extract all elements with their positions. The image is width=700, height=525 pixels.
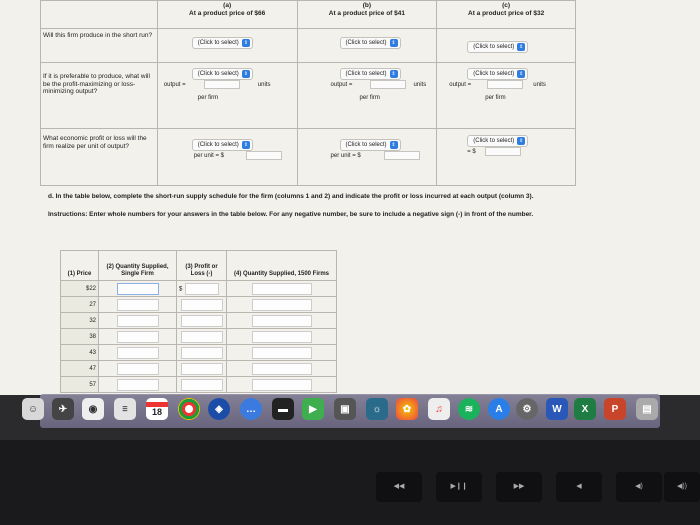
launchpad-icon[interactable]: ✈ xyxy=(52,398,74,420)
output-b-cell xyxy=(297,63,437,129)
output-decision-table xyxy=(40,0,576,186)
chevron-down-icon: ⇕ xyxy=(391,40,396,46)
fast-forward-key: ▶▶ xyxy=(496,472,542,502)
profit-input[interactable] xyxy=(181,315,223,327)
output-c-select[interactable]: (Click to select) ⇕ xyxy=(467,68,528,80)
price-cell: $22 xyxy=(61,281,99,297)
qs-single-input[interactable] xyxy=(117,347,159,359)
price-cell: 38 xyxy=(61,329,99,345)
profit-a-per-unit: per unit = $ xyxy=(193,153,224,159)
produce-b-cell xyxy=(297,29,437,63)
profit-a-select[interactable]: (Click to select) ⇕ xyxy=(192,139,253,151)
corner-cell xyxy=(41,1,158,29)
price-cell: 47 xyxy=(61,361,99,377)
output-b-per-firm: per firm xyxy=(359,95,380,101)
produce-a-select[interactable]: (Click to select) ⇕ xyxy=(192,37,253,49)
profit-input[interactable] xyxy=(181,379,223,391)
qs-1500-cell xyxy=(227,281,337,297)
price-cell: 32 xyxy=(61,313,99,329)
price-cell: 27 xyxy=(61,297,99,313)
qs-single-input[interactable] xyxy=(117,363,159,375)
chrome-icon[interactable] xyxy=(178,398,200,420)
spotify-icon[interactable]: ≋ xyxy=(458,398,480,420)
profit-header: (3) Profit or Loss (-) xyxy=(177,251,227,281)
powerpoint-icon[interactable]: P xyxy=(604,398,626,420)
output-c-units: units xyxy=(533,82,546,88)
produce-b-select[interactable]: (Click to select) ⇕ xyxy=(340,37,401,49)
price-header: (1) Price xyxy=(61,251,99,281)
profit-cell xyxy=(177,281,227,297)
volume-down-key: ◀) xyxy=(616,472,662,502)
qs-1500-input[interactable] xyxy=(252,283,312,295)
profit-cell xyxy=(177,345,227,361)
qs-1500-cell xyxy=(227,377,337,393)
profit-a-input[interactable] xyxy=(246,151,282,160)
qs-single-cell xyxy=(99,297,177,313)
qs-single-input[interactable] xyxy=(117,299,159,311)
qs-1500-input[interactable] xyxy=(252,347,312,359)
profit-cell xyxy=(177,377,227,393)
qs-single-input[interactable] xyxy=(117,379,159,391)
profit-cell xyxy=(177,313,227,329)
chevron-down-icon: ⇕ xyxy=(519,138,524,144)
qs-1500-input[interactable] xyxy=(252,299,312,311)
profit-input[interactable] xyxy=(181,331,223,343)
output-a-units: units xyxy=(257,82,271,88)
price-cell: 43 xyxy=(61,345,99,361)
qs-single-input[interactable] xyxy=(117,283,159,295)
output-b-select[interactable]: (Click to select) ⇕ xyxy=(340,68,401,80)
output-a-select[interactable]: (Click to select) ⇕ xyxy=(192,68,253,80)
output-b-input[interactable] xyxy=(370,80,406,89)
output-c-input[interactable] xyxy=(487,80,523,89)
profit-c-input[interactable] xyxy=(485,147,521,156)
chevron-down-icon: ⇕ xyxy=(243,71,248,77)
qs-1500-input[interactable] xyxy=(252,331,312,343)
profit-b-cell xyxy=(297,129,437,186)
photos-icon[interactable]: ✿ xyxy=(396,398,418,420)
app-store-icon[interactable]: A xyxy=(488,398,510,420)
photo-booth-icon[interactable]: ▣ xyxy=(334,398,356,420)
qs-single-cell xyxy=(99,329,177,345)
table-row xyxy=(61,297,337,313)
facetime-icon[interactable]: ▶ xyxy=(302,398,324,420)
qs-1500-cell xyxy=(227,297,337,313)
table-row xyxy=(61,329,337,345)
output-c-cell xyxy=(437,63,576,129)
preview-icon[interactable]: ☼ xyxy=(366,398,388,420)
notes-icon[interactable]: ▬ xyxy=(272,398,294,420)
output-c-per-firm: per firm xyxy=(485,95,506,101)
qs-single-cell xyxy=(99,345,177,361)
output-b-units: units xyxy=(413,82,427,88)
profit-c-eq: = $ xyxy=(467,149,476,155)
qs-single-cell xyxy=(99,377,177,393)
play-pause-key: ▶❙❙ xyxy=(436,472,482,502)
word-icon[interactable]: W xyxy=(546,398,568,420)
profit-cell xyxy=(177,361,227,377)
table-row xyxy=(61,313,337,329)
col-b-header: (b) At a product price of $41 xyxy=(297,1,437,29)
calendar-day: 18 xyxy=(151,406,162,417)
col-c-header: (c) At a product price of $32 xyxy=(437,1,576,29)
instruction-part-d: d. In the table below, complete the short-run supply schedule for the firm (columns 1 and 2) and indicate the profit or loss incurred at each output (column 3). xyxy=(48,193,534,200)
profit-cell xyxy=(177,329,227,345)
chevron-down-icon: ⇕ xyxy=(243,40,248,46)
qs-1500-input[interactable] xyxy=(252,363,312,375)
safari-icon[interactable]: ◉ xyxy=(82,398,104,420)
price-cell: 57 xyxy=(61,377,99,393)
qs-single-header: (2) Quantity Supplied, Single Firm xyxy=(99,251,177,281)
profit-input[interactable] xyxy=(181,299,223,311)
table-row xyxy=(61,377,337,393)
produce-c-select[interactable]: (Click to select) ⇕ xyxy=(467,41,528,53)
qs-single-cell xyxy=(99,361,177,377)
dollar-sign: $ xyxy=(179,286,183,293)
volume-up-key: ◀)) xyxy=(664,472,700,502)
produce-c-cell xyxy=(437,29,576,63)
profit-b-per-unit: per unit = $ xyxy=(330,153,361,159)
chevron-down-icon: ⇕ xyxy=(243,142,248,148)
qs-single-input[interactable] xyxy=(117,331,159,343)
dock xyxy=(0,392,700,440)
music-icon[interactable]: ♫ xyxy=(428,398,450,420)
finder-icon[interactable]: ☺ xyxy=(22,398,44,420)
qs-1500-input[interactable] xyxy=(252,379,312,391)
table-row xyxy=(61,281,337,297)
instruction-whole-numbers: Instructions: Enter whole numbers for your answers in the table below. For any negative number, be sure to include a negative sign (-) in front of the number. xyxy=(48,211,534,218)
messages-icon[interactable]: … xyxy=(240,398,262,420)
downloads-icon[interactable]: ▤ xyxy=(636,398,658,420)
profit-b-select[interactable]: (Click to select) ⇕ xyxy=(340,139,401,151)
qs-single-cell xyxy=(99,281,177,297)
profit-cell xyxy=(177,297,227,313)
output-a-cell xyxy=(157,63,297,129)
produce-row-label: Will this firm produce in the short run? xyxy=(41,29,158,63)
profit-row-label: What economic profit or loss will the firm realize per unit of output? xyxy=(41,129,158,186)
chevron-down-icon: ⇕ xyxy=(391,142,396,148)
profit-a-cell xyxy=(157,129,297,186)
col-a-header: (a) At a product price of $66 xyxy=(157,1,297,29)
profit-input[interactable] xyxy=(181,363,223,375)
table-row xyxy=(61,361,337,377)
excel-icon[interactable]: X xyxy=(574,398,596,420)
qs-single-input[interactable] xyxy=(117,315,159,327)
profit-input[interactable] xyxy=(185,283,219,295)
output-a-per-firm: per firm xyxy=(197,95,219,101)
supply-schedule-table xyxy=(60,250,337,393)
system-preferences-icon[interactable]: ⚙ xyxy=(516,398,538,420)
qs-single-cell xyxy=(99,313,177,329)
mute-key: ◀ xyxy=(556,472,602,502)
qs-1500-cell xyxy=(227,345,337,361)
compass-icon[interactable]: ◈ xyxy=(208,398,230,420)
qs-1500-cell xyxy=(227,329,337,345)
profit-c-select[interactable]: (Click to select) ⇕ xyxy=(467,135,528,147)
qs-1500-cell xyxy=(227,361,337,377)
profit-input[interactable] xyxy=(181,347,223,359)
output-c-prefix: output = xyxy=(449,82,472,88)
qs-1500-header: (4) Quantity Supplied, 1500 Firms xyxy=(227,251,337,281)
rewind-key: ◀◀ xyxy=(376,472,422,502)
qs-1500-input[interactable] xyxy=(252,315,312,327)
output-a-prefix: output = xyxy=(163,82,186,88)
output-a-input[interactable] xyxy=(204,80,240,89)
chevron-down-icon: ⇕ xyxy=(391,71,396,77)
table-row xyxy=(61,345,337,361)
produce-a-cell xyxy=(157,29,297,63)
profit-c-cell xyxy=(437,129,576,186)
chevron-down-icon: ⇕ xyxy=(519,44,524,50)
profit-b-input[interactable] xyxy=(384,151,420,160)
qs-1500-cell xyxy=(227,313,337,329)
output-row-label: If it is preferable to produce, what will be the profit-maximizing or loss-minimizing output? xyxy=(41,63,158,129)
output-b-prefix: output = xyxy=(330,82,353,88)
calendar-icon[interactable] xyxy=(146,398,168,420)
chevron-down-icon: ⇕ xyxy=(519,71,524,77)
contacts-icon[interactable]: ☰ xyxy=(114,398,136,420)
